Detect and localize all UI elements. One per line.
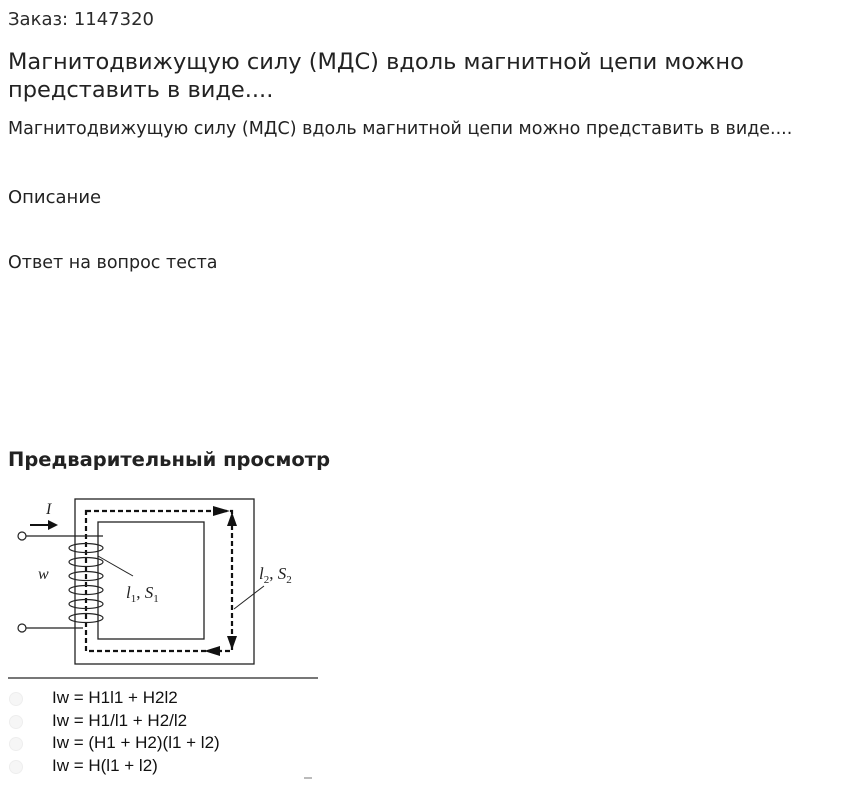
answer-text: Ответ на вопрос теста xyxy=(8,253,218,273)
current-arrow xyxy=(48,520,58,530)
option-text: Iw = H1l1 + H2l2 xyxy=(52,688,178,707)
flux-arrow-right-down xyxy=(227,636,237,650)
question-text: Магнитодвижущую силу (МДС) вдоль магнитной цепи можно представить в виде.... xyxy=(8,119,793,139)
option-3[interactable] xyxy=(8,733,318,756)
radio-button[interactable] xyxy=(9,760,23,774)
path1-label: $l_1$, $S_1$ xyxy=(126,583,159,605)
preview-title: Предварительный просмотр xyxy=(8,448,331,471)
option-text: Iw = H(l1 + l2) xyxy=(52,755,158,775)
path2-label: $l_2$, $S_2$ xyxy=(259,564,292,586)
order-number: Заказ: 1147320 xyxy=(8,9,154,30)
option-1[interactable] xyxy=(8,688,318,711)
terminal-top xyxy=(18,532,26,540)
turns-label: w xyxy=(38,566,49,583)
option-4[interactable] xyxy=(8,756,318,779)
scroll-indicator xyxy=(304,777,312,779)
option-text: Iw = (H1 + H2)(l1 + l2) xyxy=(52,733,220,752)
flux-arrow-top xyxy=(213,506,230,516)
page-title: Магнитодвижущую силу (МДС) вдоль магнитной цепи можно представить в виде.... xyxy=(8,49,744,103)
flux-arrow-right-up xyxy=(227,512,237,526)
radio-button[interactable] xyxy=(9,692,23,706)
radio-button[interactable] xyxy=(9,715,23,729)
description-label: Описание xyxy=(8,187,102,208)
radio-button[interactable] xyxy=(9,737,23,751)
current-label: I xyxy=(46,501,52,518)
terminal-bottom xyxy=(18,624,26,632)
flux-path xyxy=(86,511,232,651)
answer-options xyxy=(8,688,318,778)
flux-arrow-bottom xyxy=(204,646,220,656)
option-text: Iw = H1/l1 + H2/l2 xyxy=(52,710,188,730)
option-2[interactable] xyxy=(8,711,318,734)
core-inner xyxy=(98,522,204,639)
